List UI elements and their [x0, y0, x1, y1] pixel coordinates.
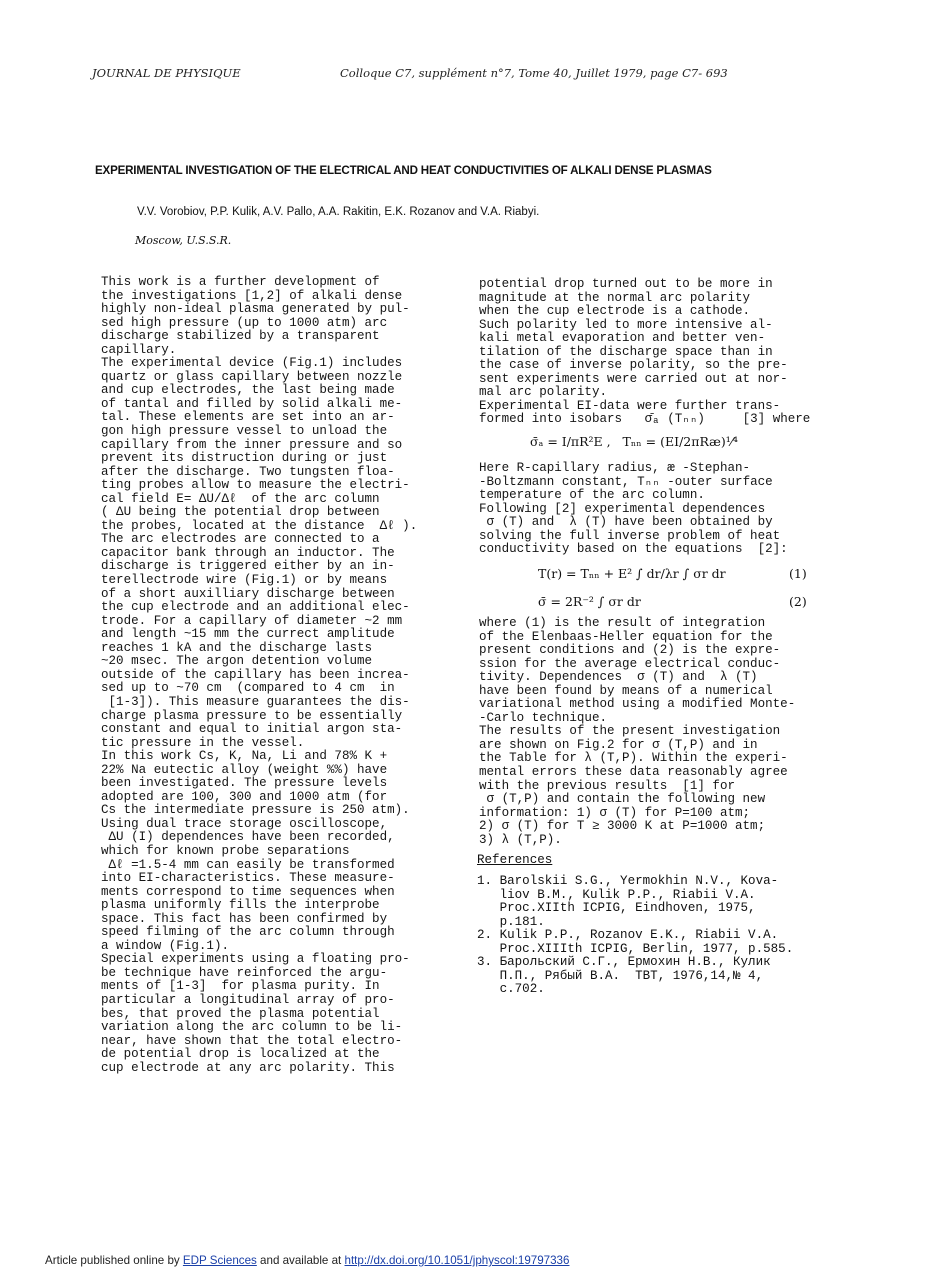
right-column-text-a: potential drop turned out to be more in magnitude at the normal arc polarity when the cup electrode is a cathode. Such polarity led to more intensive al- kali metal evaporation and better ven- tilation of the discharge space than in the case of inverse polarity, so the pre- sent experiments were carried out at nor- mal arc polarity. Experimental EI-data were further trans- formed into isobars σ̄ₐ (Tₙₙ) [3] where	[479, 277, 811, 427]
reference-item-3: 3. Барольский С.Г., Ермохин Н.В., Кулик П.П., Рябый В.А. ТВТ, 1976,14,№ 4, с.702.	[477, 955, 771, 997]
affiliation: Moscow, U.S.S.R.	[135, 234, 232, 247]
footer-prefix: Article published online by	[45, 1254, 183, 1267]
equation-1: T(r) = Tₙₙ + E² ∫ dr/λr ∫ σr dr	[538, 566, 726, 581]
footer-middle: and available at	[256, 1254, 345, 1267]
footer-note	[45, 1254, 569, 1267]
journal-name: JOURNAL DE PHYSIQUE	[92, 66, 241, 80]
left-column-text: This work is a further development of the investigations [1,2] of alkali dense highly non-ideal plasma generated by pul- sed high pressure (up to 1000 atm) arc discharge stabilized by a transparent capillary. The experimental device (Fig.1) includes quartz or glass capillary between nozzle and cup electrodes, the last being made of tantal and filled by solid alkali me- tal. These elements are set into an ar- gon high pressure vessel to unload the capillary from the inner pressure and so prevent its distruction during or just after the discharge. Two tungsten floa- ting probes allow to measure the electri- cal field E= ΔU/Δℓ of the arc column ( ΔU being the potential drop between the probes, located at the distance Δℓ ). The arc electrodes are connected to a capacitor bank through an inductor. The discharge is triggered either by an in- terellectrode wire (Fig.1) or by means of a short auxilliary discharge between the cup electrode and an additional elec- trode. For a capillary of diameter ~2 mm and length ~15 mm the currect amplitude reaches 1 kA and the discharge lasts ~20 msec. The argon detention volume outside of the capillary has been increa- sed up to ~70 cm (compared to 4 cm in [1-3]). This measure guarantees the dis- charge plasma pressure to be essentially constant and equal to initial argon sta- tic pressure in the vessel. In this work Cs, K, Na, Li and 78% K + 22% Na eutectic alloy (weight %%) have been investigated. The pressure levels adopted are 100, 300 and 1000 atm (for Cs the intermediate pressure is 250 atm). Using dual trace storage oscilloscope, ΔU (I) dependences have been recorded, which for known probe separations Δℓ =1.5-4 mm can easily be transformed into EI-characteristics. These measure- ments correspond to time sequences when plasma uniformly fills the interprobe space. This fact has been confirmed by speed filming of the arc column through a window (Fig.1). Special experiments using a floating pro- be technique have reinforced the argu- ments of [1-3] for plasma purity. In particular a longitudinal array of pro- bes, that proved the plasma potential variation along the arc column to be li- near, have shown that the total electro- de potential drop is localized at the cup electrode at any arc polarity. This	[101, 275, 418, 1075]
equation-2-number: (2)	[789, 594, 807, 609]
colloque-reference: Colloque C7, supplément n°7, Tome 40, Juillet 1979, page C7- 693	[340, 66, 728, 80]
author-list: V.V. Vorobiov, P.P. Kulik, A.V. Pallo, A.A. Rakitin, E.K. Rozanov and V.A. Riabyi.	[137, 206, 540, 218]
equation-2: σ̄ = 2R⁻² ∫ σr dr	[538, 594, 641, 609]
right-column-text-c: where (1) is the result of integration of the Elenbaas-Heller equation for the present conditions and (2) is the expre- ssion for the average electrical conduc- tivity. Dependences σ (T) and λ (T) have been found by means of a numerical variational method using a modified Monte- -Carlo technique. The results of the present investigation are shown on Fig.2 for σ (T,P) and in the Table for λ (T,P). Within the experi- mental errors these data reasonably agree with the previous results [1] for σ (T,P) and contain the following new information: 1) σ (T) for P=100 atm; 2) σ (T) for T ≥ 3000 K at P=1000 atm; 3) λ (T,P).	[479, 616, 796, 847]
references-heading: References	[477, 853, 553, 867]
right-column-text-b: Here R-capillary radius, æ -Stephan- -Boltzmann constant, Tₙₙ -outer surface temperature of the arc column. Following [2] experimental dependences σ (T) and λ (T) have been obtained by solving the full inverse problem of heat conductivity based on the equations [2]:	[479, 461, 788, 557]
publisher-link[interactable]: EDP Sciences	[182, 1254, 257, 1267]
reference-item-1: 1. Barolskii S.G., Yermokhin N.V., Kova- liov B.M., Kulik P.P., Riabii V.A. Proc.XIIth ICPIG, Eindhoven, 1975, p.181.	[477, 874, 779, 929]
isobar-equation: σ̄ₐ = I/πR²E , Tₙₙ = (EI/2πRæ)¹⁄⁴	[530, 434, 738, 449]
equation-1-number: (1)	[789, 566, 807, 581]
reference-item-2: 2. Kulik P.P., Rozanov E.K., Riabii V.A. Proc.XIIIth ICPIG, Berlin, 1977, p.585.	[477, 928, 794, 956]
doi-link[interactable]: http://dx.doi.org/10.1051/jphyscol:19797336	[344, 1254, 570, 1267]
paper-title: EXPERIMENTAL INVESTIGATION OF THE ELECTRICAL AND HEAT CONDUCTIVITIES OF ALKALI DENSE PLASMAS	[95, 164, 712, 177]
